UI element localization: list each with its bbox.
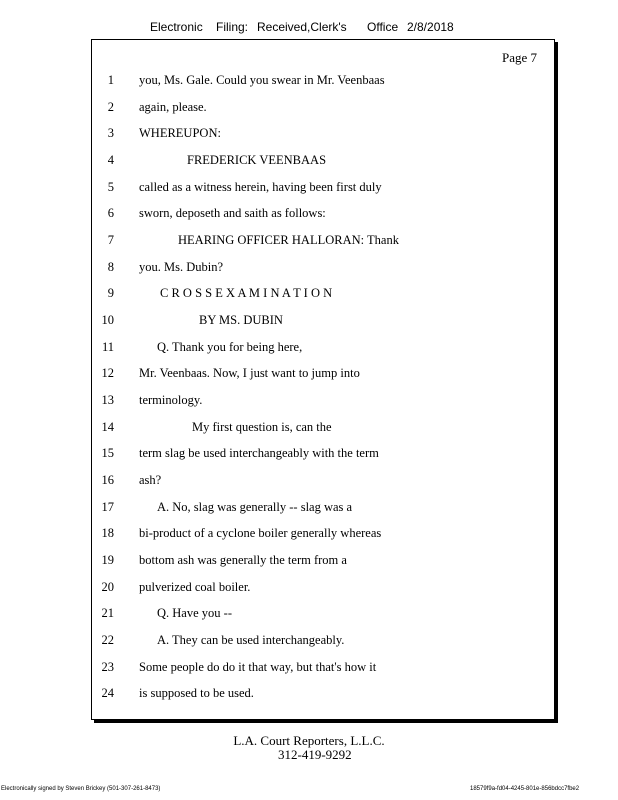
line-number: 15 [101,446,114,460]
transcript-line [91,606,553,624]
line-text: C R O S S E X A M I N A T I O N [160,286,333,300]
transcript-line [91,313,553,331]
line-text: you, Ms. Gale. Could you swear in Mr. Veenbaas [139,73,385,87]
line-number: 12 [101,366,114,380]
line-number: 10 [101,313,114,327]
line-text: terminology. [139,393,203,407]
line-number: 17 [101,500,114,514]
court-reporter-phone: 312-419-9292 [278,747,352,762]
line-number: 24 [101,686,114,700]
page-number: Page 7 [502,50,538,65]
line-text: sworn, deposeth and saith as follows: [139,206,326,220]
line-number: 13 [101,393,114,407]
line-text: HEARING OFFICER HALLORAN: Thank [178,233,399,247]
line-number: 7 [107,233,114,247]
line-number: 21 [101,606,114,620]
header-office: Office [367,20,399,34]
header-date: 2/8/2018 [407,20,454,34]
transcript-line [91,153,553,171]
line-number: 18 [101,526,114,540]
line-number: 11 [101,340,114,354]
line-text: ash? [139,473,162,487]
header-electronic: Electronic [150,20,203,34]
line-text: A. No, slag was generally -- slag was a [157,500,353,514]
line-number: 19 [101,553,114,567]
line-text: pulverized coal boiler. [139,580,251,594]
transcript-line [91,340,553,358]
line-text: Q. Thank you for being here, [157,340,303,354]
transcript-line [91,660,553,678]
transcript-line [91,286,553,304]
line-number: 1 [107,73,114,87]
transcript-line [91,580,553,598]
line-number: 22 [101,633,114,647]
line-text: My first question is, can the [192,420,332,434]
transcript-line [91,633,553,651]
header-received: Received,Clerk's [257,20,347,34]
transcript-line [91,500,553,518]
line-number: 2 [107,100,114,114]
transcript-line [91,73,553,91]
line-text: you. Ms. Dubin? [139,260,224,274]
line-text: term slag be used interchangeably with the term [139,446,379,460]
line-number: 6 [107,206,114,220]
line-text: bi-product of a cyclone boiler generally whereas [139,526,382,540]
line-text: Q. Have you -- [157,606,232,620]
transcript-line [91,420,553,438]
line-text: A. They can be used interchangeably. [157,633,345,647]
header-filing: Filing: [216,20,249,34]
line-number: 8 [107,260,114,274]
transcript-line [91,233,553,251]
line-number: 4 [107,153,114,167]
line-number: 23 [101,660,114,674]
transcript-line [91,180,553,198]
line-text: Some people do do it that way, but that's how it [139,660,377,674]
transcript-line [91,126,553,144]
line-number: 16 [101,473,114,487]
transcript-line [91,100,553,118]
line-number: 3 [107,126,114,140]
document-id: 18579f9a-fd04-4245-801e-856bdcc7fbe2 [470,786,580,792]
line-number: 14 [101,420,114,434]
line-number: 20 [101,580,114,594]
line-text: called as a witness herein, having been first duly [139,180,382,194]
line-text: is supposed to be used. [139,686,254,700]
transcript-line [91,366,553,384]
line-text: FREDERICK VEENBAAS [187,153,327,167]
court-reporter-name: L.A. Court Reporters, L.L.C. [233,733,385,748]
line-number: 9 [107,286,114,300]
transcript-line [91,446,553,464]
transcript-line [91,473,553,491]
filing-header [0,20,618,36]
transcript-line [91,553,553,571]
line-text: again, please. [139,100,207,114]
transcript-line [91,686,553,704]
transcript-line [91,526,553,544]
line-text: BY MS. DUBIN [199,313,283,327]
line-text: WHEREUPON: [139,126,221,140]
line-text: Mr. Veenbaas. Now, I just want to jump into [139,366,360,380]
transcript-line [91,260,553,278]
line-text: bottom ash was generally the term from a [139,553,347,567]
transcript-line [91,206,553,224]
line-number: 5 [107,180,114,194]
electronic-signature: Electronically signed by Steven Brickey (501-307-261-8473) [1,786,161,792]
transcript-line [91,393,553,411]
